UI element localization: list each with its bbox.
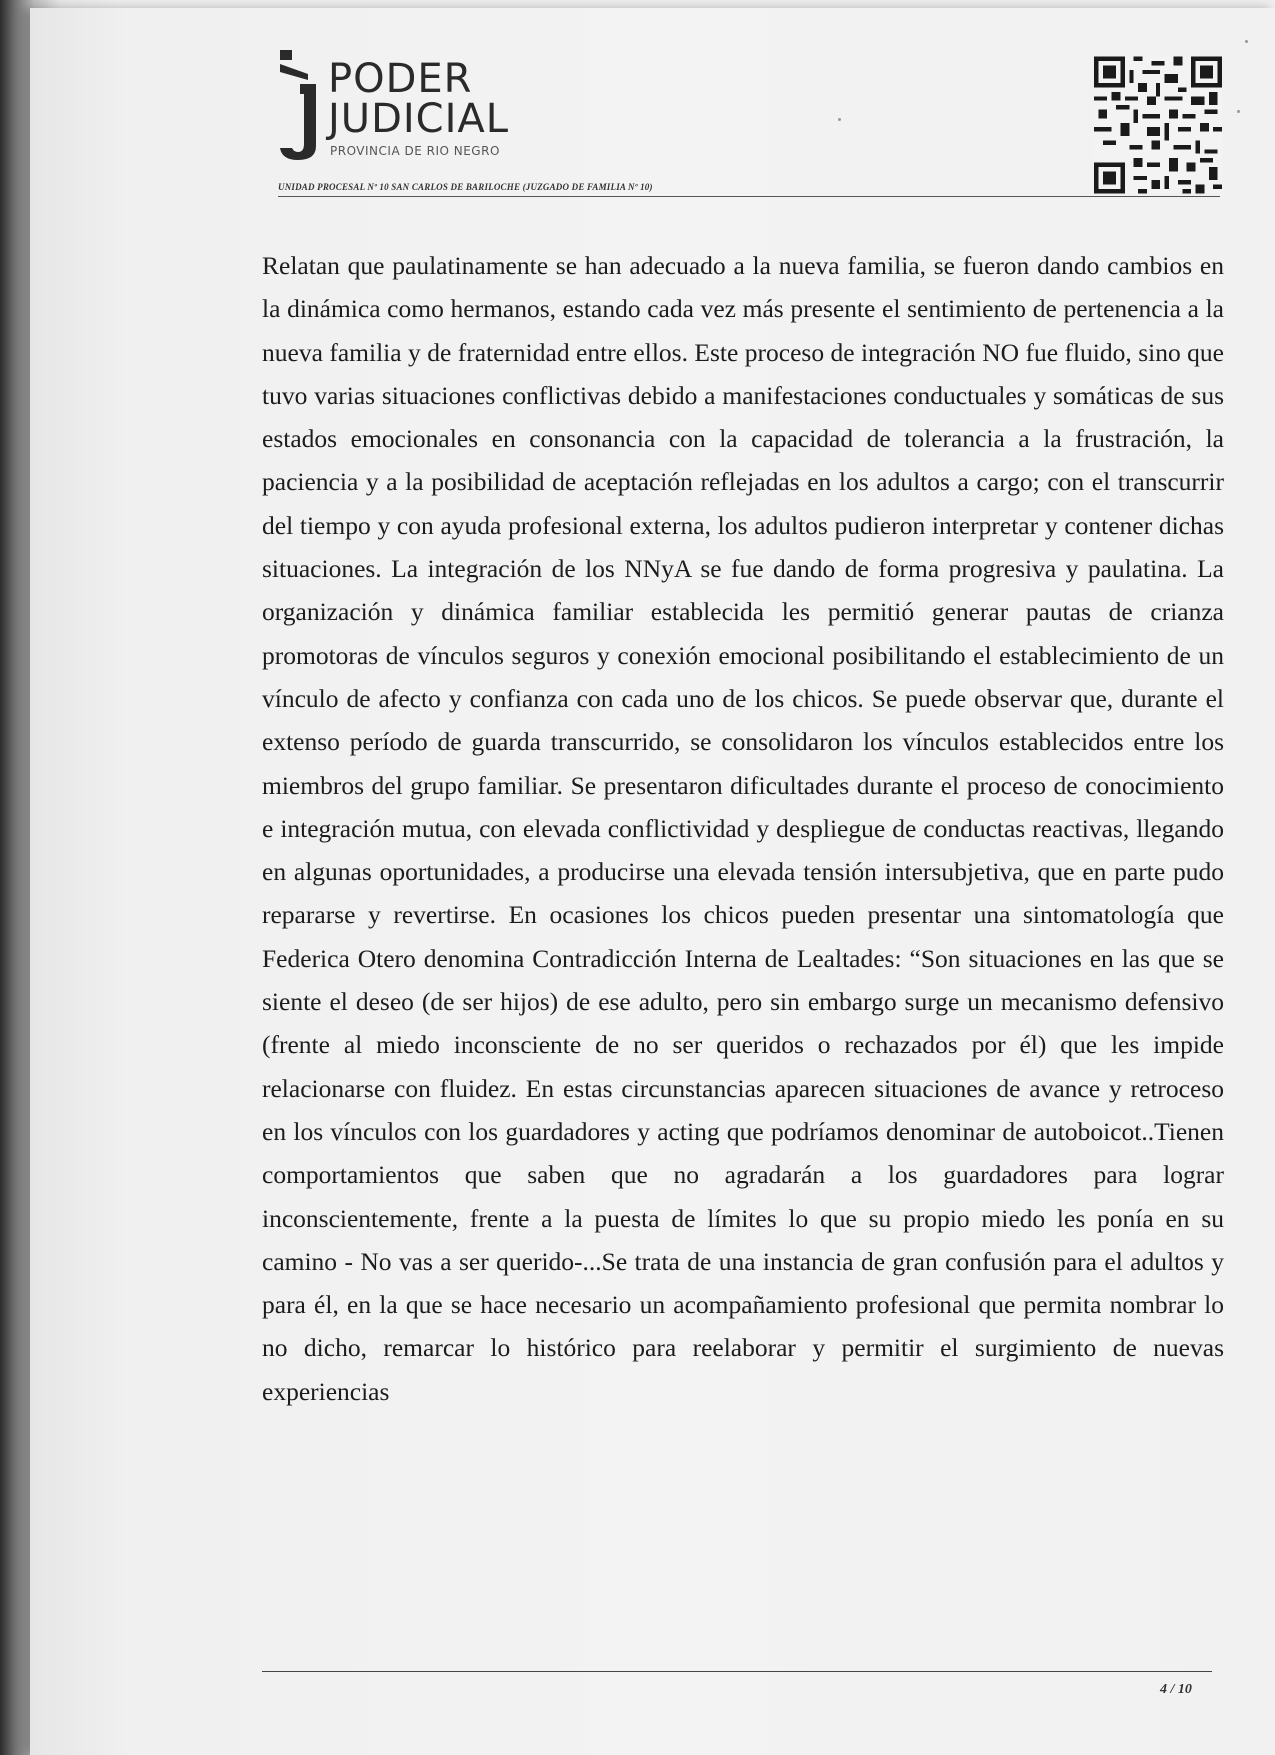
logo-mark-icon [278,50,326,160]
qr-code-icon [1094,56,1222,194]
page-number: 4 / 10 [1160,1682,1192,1697]
footer-divider [262,1671,1212,1672]
scan-speck [838,118,841,121]
logo-text-judicial: JUDICIAL [328,96,510,142]
scan-speck [1245,40,1248,43]
logo-subtitle: PROVINCIA DE RIO NEGRO [330,144,500,158]
header-divider [278,196,1220,197]
logo-text-poder: PODER [328,56,473,102]
scan-speck [1237,110,1240,113]
body-paragraph: Relatan que paulatinamente se han adecuado a la nueva familia, se fueron dando cambios en la dinámica como hermanos, estando cada vez más presente el sentimiento de pertenencia a la nueva familia y de fraternidad entre ellos. Este proceso de integración NO fue fluido, sino que tuvo varias situaciones conflictivas debido a manifestaciones conductuales y somáticas de sus estados emocionales en consonancia con la capacidad de tolerancia a la frustración, la paciencia y a la posibilidad de aceptación reflejadas en los adultos a cargo; con el transcurrir del tiempo y con ayuda profesional externa, los adultos pudieron interpretar y contener dichas situaciones. La integración de los NNyA se fue dando de forma progresiva y paulatina. La organización y dinámica familiar establecida les permitió generar pautas de crianza promotoras de vínculos seguros y conexión emocional posibilitando el establecimiento de un vínculo de afecto y confianza con cada uno de los chicos. Se puede observar que, durante el extenso período de guarda transcurrido, se consolidaron los vínculos establecidos entre los miembros del grupo familiar. Se presentaron dificultades durante el proceso de conocimiento e integración mutua, con elevada conflictividad y despliegue de conductas reactivas, llegando en algunas oportunidades, a producirse una elevada tensión intersubjetiva, que en parte pudo repararse y revertirse. En ocasiones los chicos pueden presentar una sintomatología que Federica Otero denomina Contradicción Interna de Lealtades: “Son situaciones en las que se siente el deseo (de ser hijos) de ese adulto, pero sin embargo surge un mecanismo defensivo (frente al miedo inconsciente de no ser queridos o rechazados por él) que les impide relacionarse con fluidez. En estas circunstancias aparecen situaciones de avance y retroceso en los vínculos con los guardadores y acting que podríamos denominar de autoboicot..Tienen comportamientos que saben que no agradarán a los guardadores para lograr inconscientemente, frente a la puesta de límites lo que su propio miedo les ponía en su camino - No vas a ser querido-...Se trata de una instancia de gran confusión para el adultos y para él, en la que se hace necesario un acompañamiento profesional que permita nombrar lo no dicho, remarcar lo histórico para reelaborar y permitir el surgimiento de nuevas experiencias [262,251,1224,1406]
procedural-unit-line: UNIDAD PROCESAL Nº 10 SAN CARLOS DE BARILOCHE (JUZGADO DE FAMILIA Nº 10) [278,182,653,192]
poder-judicial-logo [278,50,538,160]
